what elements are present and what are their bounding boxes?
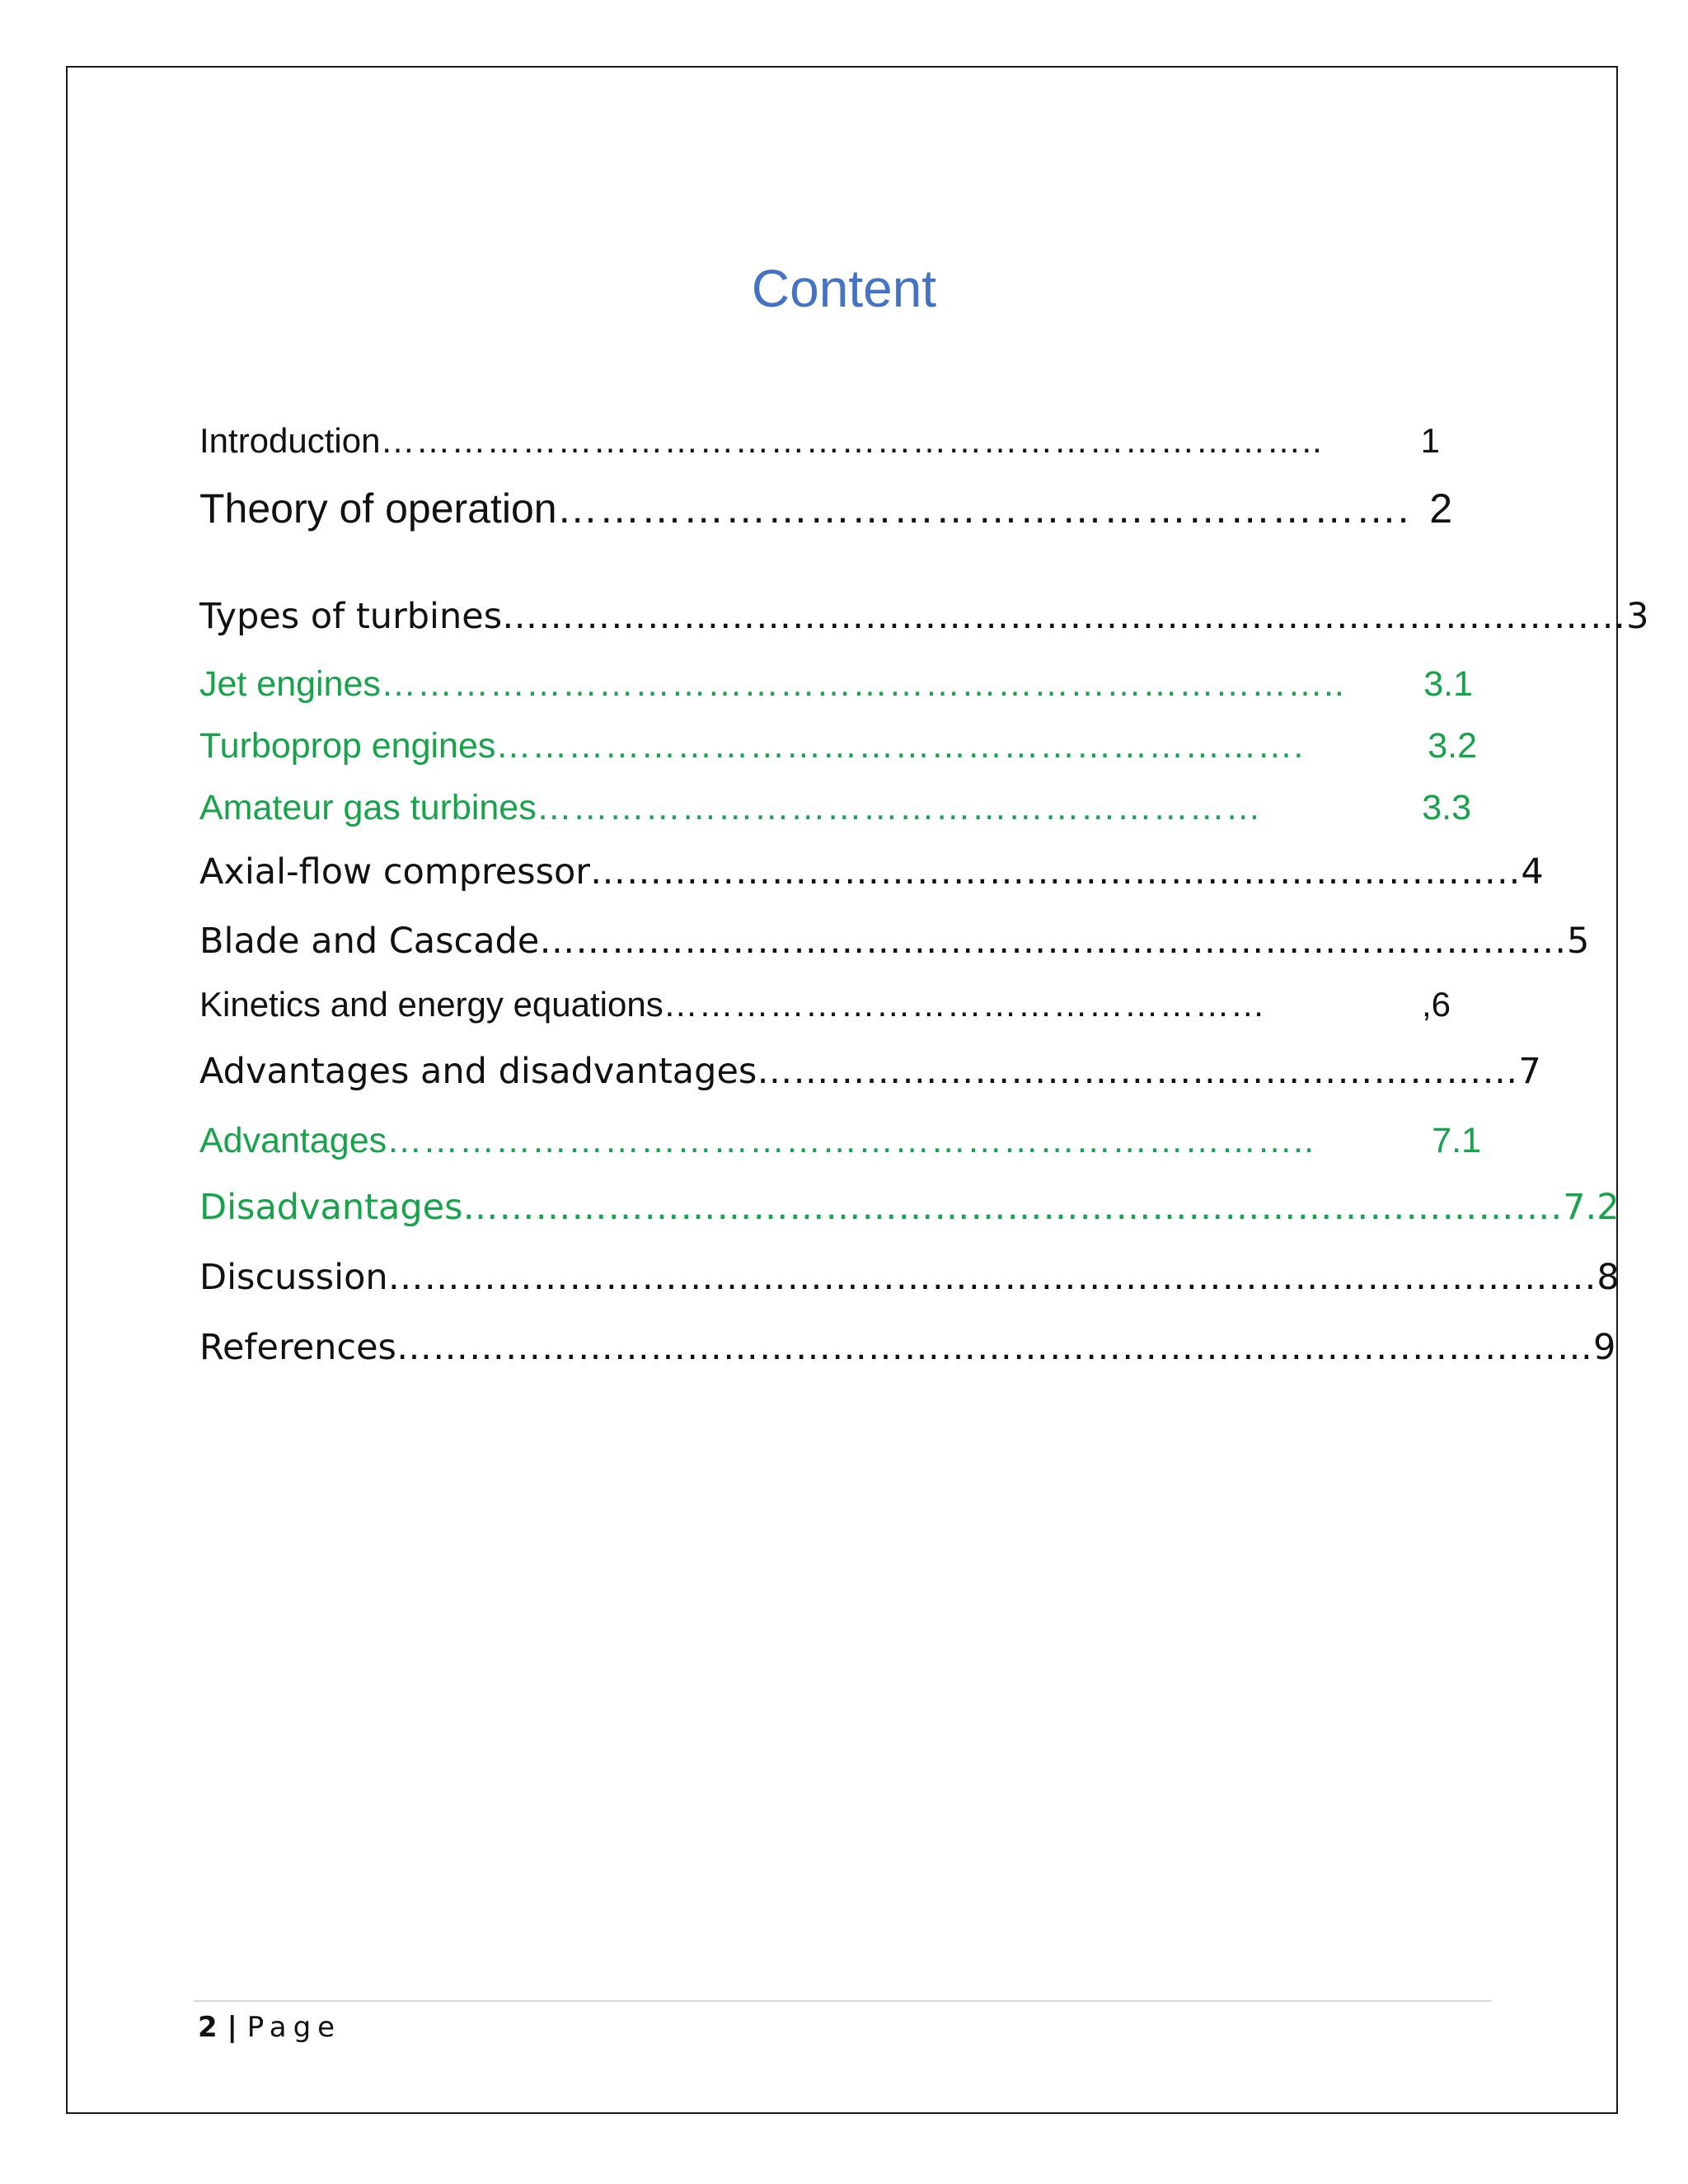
toc-leader-dots: ………………………………………………………………….. [387,1121,1315,1160]
toc-label: Blade and Cascade [199,921,540,962]
toc-label: Amateur gas turbines [199,788,537,827]
footer-separator: | [217,2011,247,2044]
toc-page-number: 9 [1592,1327,1616,1368]
toc-leader-dots: ………………………………………………………………….. [589,851,1522,893]
toc-entry-discussion[interactable] [199,1246,1620,1298]
toc-leader-dots: …………………………………………………………………….. [380,664,1345,704]
toc-leader-dots: …………………………………………………… [536,788,1262,827]
toc-entry-types-of-turbines[interactable] [199,585,1649,637]
toc-page-number: 3.3 [1422,788,1471,827]
toc-label: References [199,1327,396,1368]
toc-entry-amateur-gas-turbines[interactable] [199,776,1471,826]
toc-leader-dots: ………………………………………………………………………………………. [387,1257,1597,1298]
toc-leader-dots: …………………………………………… [663,985,1266,1024]
toc-leader-dots: ………………………………………………………………………………… [502,596,1627,637]
toc-label: Axial-flow compressor [199,851,590,893]
toc-page-number: 7 [1518,1051,1541,1092]
toc-label: Advantages and disadvantages [199,1051,757,1092]
toc-page-number: 2 [1429,485,1452,532]
page-title: Content [751,259,937,318]
toc-page-number: 8 [1597,1257,1620,1298]
toc-leader-dots: ……………………………………………………… [757,1051,1519,1092]
page-footer [198,2011,341,2044]
toc-page-number: 3.1 [1423,664,1473,704]
toc-label: Turboprop engines [199,726,496,766]
toc-page-number: 7.1 [1432,1121,1481,1160]
toc-entry-references[interactable] [199,1316,1616,1368]
toc-leader-dots: …………………………………………………………………………. [539,921,1567,962]
toc-leader-dots: ……………………………………………………………………………………… [396,1327,1593,1368]
toc-entry-advantages[interactable] [199,1109,1481,1159]
toc-page-number: ,6 [1421,985,1451,1024]
toc-label: Advantages [199,1121,387,1160]
toc-label: Introduction [199,421,381,460]
toc-leader-dots: …………………………………………………………. [495,726,1305,766]
toc-page-number: 5 [1566,921,1590,962]
toc-page-number: 3.2 [1428,726,1477,766]
toc-label: Theory of operation [199,485,557,532]
toc-entry-jet-engines[interactable] [199,653,1473,702]
toc-label: Kinetics and energy equations [199,985,663,1024]
toc-page-number: 3 [1626,596,1649,637]
footer-divider [194,2000,1492,2002]
toc-label: Jet engines [199,664,381,704]
footer-page-word: Page [246,2011,342,2044]
toc-entry-kinetics-and-energy-equations[interactable] [199,972,1451,1022]
toc-entry-advantages-and-disadvantages[interactable] [199,1040,1541,1092]
toc-entry-axial-flow-compressor[interactable] [199,841,1544,893]
toc-page-number: 7.2 [1563,1187,1620,1228]
toc-entry-theory-of-operation[interactable] [199,480,1452,532]
toc-leader-dots: …………………………………………………………………….. [380,421,1323,460]
footer-page-number: 2 [198,2011,218,2044]
toc-entry-disadvantages[interactable] [199,1176,1620,1228]
toc-page-number: 1 [1420,421,1440,460]
toc-entry-introduction[interactable] [199,409,1440,458]
toc-leader-dots: ………………………………………………………………………………. [462,1187,1564,1228]
toc-entry-turboprop-engines[interactable] [199,715,1477,764]
toc-leader-dots: ……………………………………………………. [556,485,1410,532]
toc-entry-blade-and-cascade[interactable] [199,910,1590,962]
toc-page-number: 4 [1521,851,1544,893]
toc-label: Disadvantages [199,1187,463,1228]
toc-label: Discussion [199,1257,388,1298]
toc-label: Types of turbines [199,596,503,637]
